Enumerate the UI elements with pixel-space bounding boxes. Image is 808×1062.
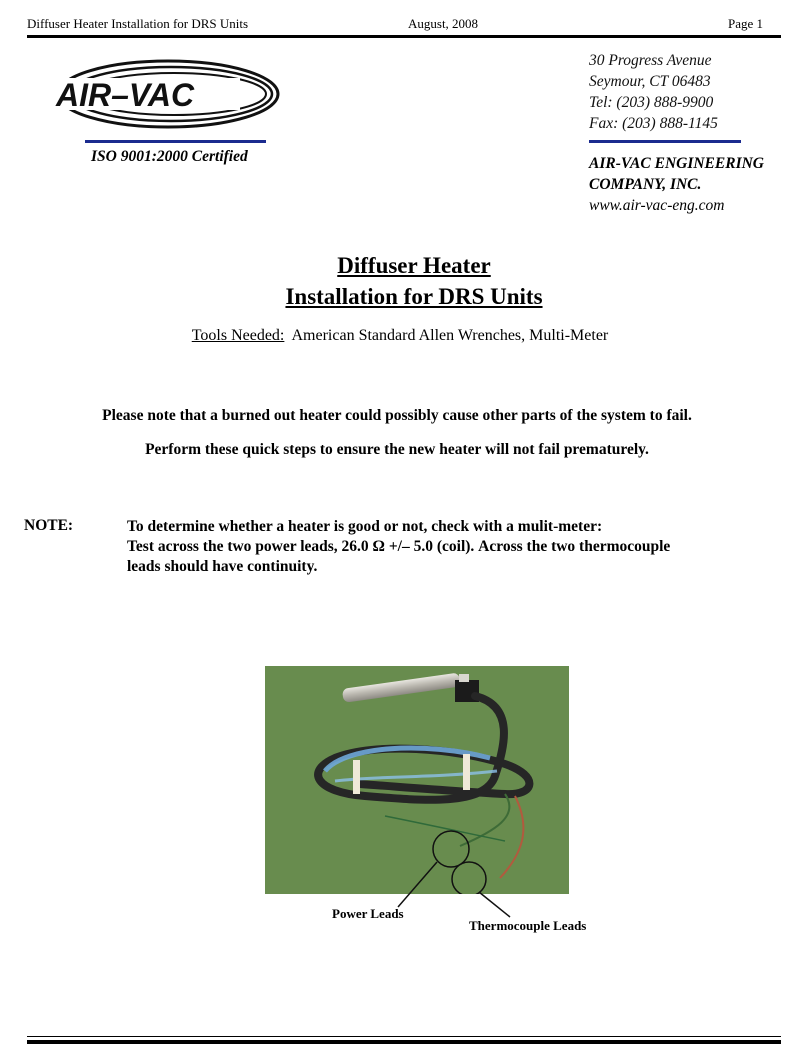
header-left: Diffuser Heater Installation for DRS Units [27, 16, 249, 31]
address-street: 30 Progress Avenue [589, 52, 712, 69]
footer-rule-thick [27, 1040, 781, 1044]
company-name-line2: COMPANY, INC. [589, 176, 702, 193]
notice-line-1: Please note that a burned out heater could possibly cause other parts of the system to fail. [102, 407, 692, 424]
address-city: Seymour, CT 06483 [589, 73, 711, 90]
note-line-3: leads should have continuity. [127, 558, 318, 575]
document-title-line1: Diffuser Heater [337, 253, 491, 278]
tools-text: American Standard Allen Wrenches, Multi-Meter [291, 327, 609, 344]
note-label: NOTE: [24, 517, 74, 534]
header-page: Page 1 [728, 16, 764, 31]
note-line-1: To determine whether a heater is good or not, check with a mulit-meter: [127, 518, 603, 535]
notice-line-2: Perform these quick steps to ensure the new heater will not fail prematurely. [145, 441, 649, 458]
company-name-line1: AIR-VAC ENGINEERING [589, 155, 764, 172]
footer-rule-thin [27, 1036, 781, 1037]
caption-power-leads: Power Leads [332, 906, 404, 921]
iso-certification: ISO 9001:2000 Certified [91, 148, 248, 165]
note-line-2: Test across the two power leads, 26.0 Ω +/– 5.0 (coil). Across the two thermocouple [127, 538, 671, 555]
logo-text: AIR–VAC [56, 77, 195, 113]
document-title-line2: Installation for DRS Units [285, 284, 543, 309]
caption-thermocouple-leads: Thermocouple Leads [469, 918, 587, 933]
company-website: www.air-vac-eng.com [589, 197, 725, 214]
address-fax: Fax: (203) 888-1145 [589, 115, 718, 132]
address-tel: Tel: (203) 888-9900 [589, 94, 714, 111]
tools-label: Tools Needed: [191, 327, 285, 344]
header-date: August, 2008 [408, 16, 479, 31]
